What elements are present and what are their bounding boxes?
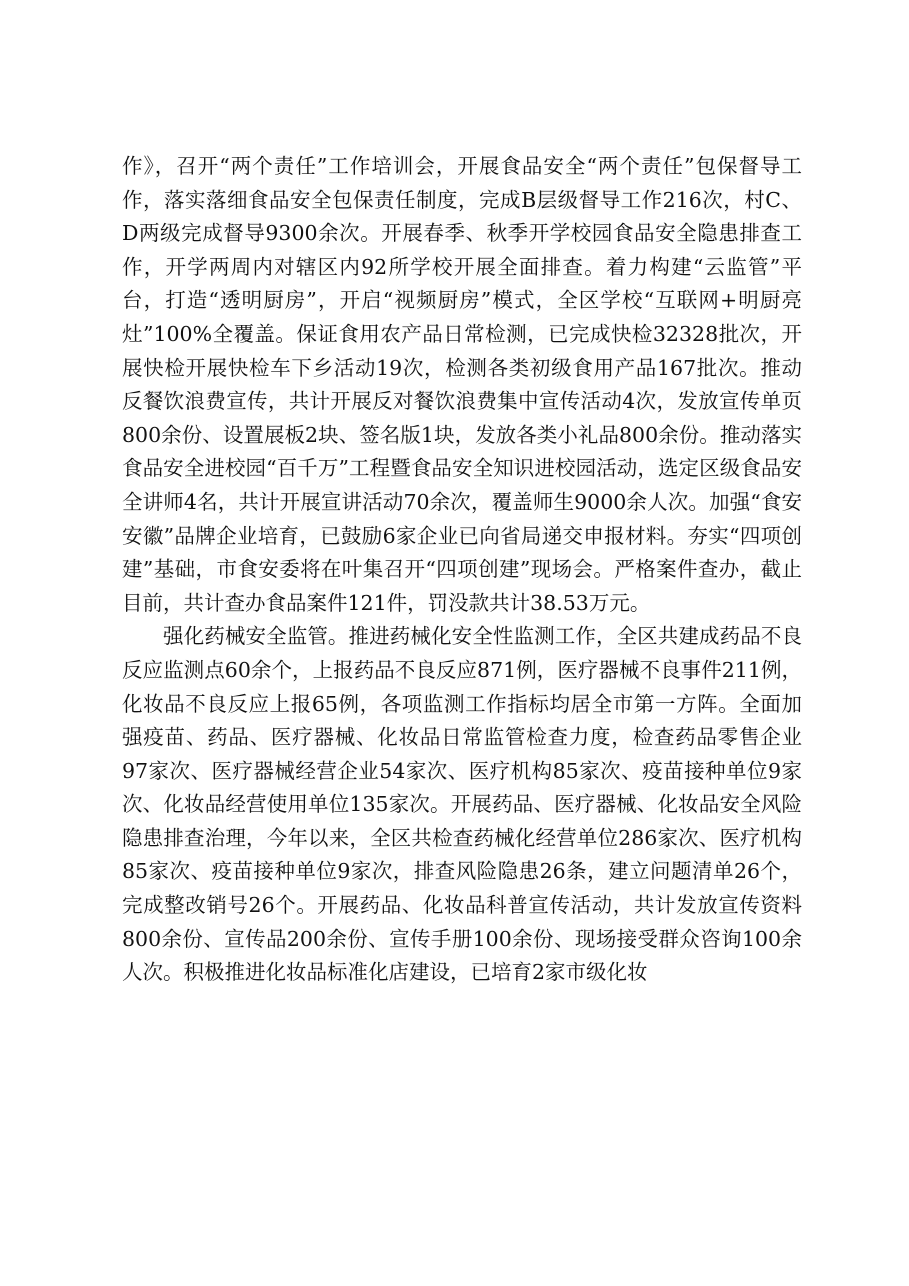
paragraph-drug-device-safety: 强化药械安全监管。推进药械化安全性监测工作，全区共建成药品不良反应监测点60余个，上报药品不良反应871例，医疗器械不良事件211例，化妆品不良反应上报65例，各项监测工作指标均居全市第一方阵。全面加强疫苗、药品、医疗器械、化妆品日常监管检查力度，检查药品零售企业97家次、医疗器械经营企业54家次、医疗机构85家次、疫苗接种单位9家次、化妆品经营使用单位135家次。开展药品、医疗器械、化妆品安全风险隐患排查治理，今年以来，全区共检查药械化经营单位286家次、医疗机构85家次、疫苗接种单位9家次，排查风险隐患26条，建立问题清单26个，完成整改销号26个。开展药品、化妆品科普宣传活动，共计发放宣传资料800余份、宣传品200余份、宣传手册100余份、现场接受群众咨询100余人次。积极推进化妆品标准化店建设，已培育2家市级化妆: [122, 624, 802, 985]
document-body: [122, 150, 802, 990]
paragraph-food-safety: 作》，召开“两个责任”工作培训会，开展食品安全“两个责任”包保督导工作，落实落细食品安全包保责任制度，完成B层级督导工作216次，村C、D两级完成督导9300余次。开展春季、秋季开学校园食品安全隐患排查工作，开学两周内对辖区内92所学校开展全面排查。着力构建“云监管”平台，打造“透明厨房”，开启“视频厨房”模式，全区学校“互联网+明厨亮灶”100%全覆盖。保证食用农产品日常检测，已完成快检32328批次，开展快检开展快检车下乡活动19次，检测各类初级食用产品167批次。推动反餐饮浪费宣传，共计开展反对餐饮浪费集中宣传活动4次，发放宣传单页800余份、设置展板2块、签名版1块，发放各类小礼品800余份。推动落实食品安全进校园“百千万”工程暨食品安全知识进校园活动，选定区级食品安全讲师4名，共计开展宣讲活动70余次，覆盖师生9000余人次。加强“食安安徽”品牌企业培育，已鼓励6家企业已向省局递交申报材料。夯实“四项创建”基础，市食安委将在叶集召开“四项创建”现场会。严格案件查办，截止目前，共计查办食品案件121件，罚没款共计38.53万元。: [122, 154, 802, 615]
